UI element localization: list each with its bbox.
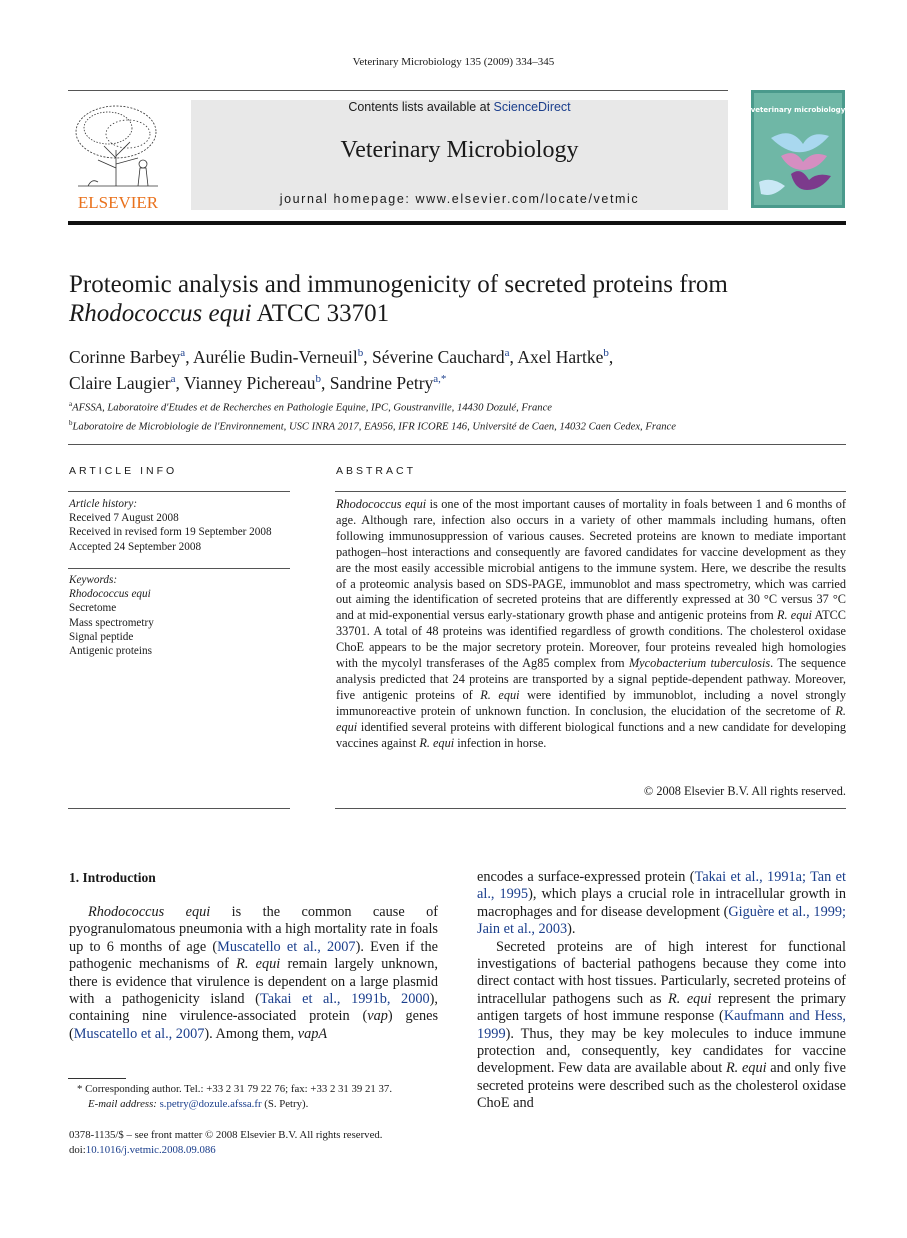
section-rule — [68, 444, 846, 445]
text-segment: ), which plays a crucial role in intracellular growth in macrophages and for disease development ( — [477, 886, 846, 920]
author-name[interactable]: Claire Laugier — [69, 372, 171, 393]
author-name[interactable]: Axel Hartke — [517, 346, 604, 367]
author-separator: , — [175, 372, 184, 393]
email-label: E-mail address: — [88, 1098, 157, 1110]
text-segment: ). Among them, — [204, 1025, 298, 1042]
body-column-right — [477, 869, 846, 1113]
species-name: R. equi — [668, 990, 712, 1007]
article-history — [69, 497, 291, 554]
elsevier-wordmark: ELSEVIER — [77, 193, 159, 210]
author-separator: , — [185, 346, 193, 367]
author-affil-mark[interactable]: b — [603, 347, 609, 359]
text-segment: and only five secreted proteins were described such as the cholesterol oxidase ChoE and — [477, 1060, 847, 1112]
abstract-segment: ATCC 33701. A total of 48 proteins was identified regardless of growth conditions. The cholesterol oxidase ChoE appears to be the major secretory protein. Moreover, four proteins revealed high homologies with the mycolyl transferases of the Ag85 complex from — [336, 608, 846, 671]
article-title — [69, 270, 859, 328]
info-rule — [68, 568, 290, 569]
text-segment: ). Even if the pathogenic mechanisms of — [69, 938, 438, 973]
text-segment: ), containing nine virulence-associated protein ( — [69, 991, 438, 1025]
history-revised: Received in revised form 19 September 2008 — [69, 526, 272, 539]
abstract-rule — [335, 491, 846, 492]
species-name: R. equi — [725, 1060, 767, 1077]
affiliation-b — [69, 416, 849, 435]
citation-link[interactable]: Muscatello et al., 2007 — [217, 938, 356, 955]
author-name[interactable]: Séverine Cauchard — [371, 346, 505, 367]
elsevier-logo — [68, 98, 168, 210]
text-segment: Secreted proteins are of high interest for functional investigations of bacterial pathogens because they come into direct contact with host tissues. Particularly, secreted proteins of intracellular pathogens such as — [477, 938, 846, 1007]
author-affil-mark[interactable]: a — [180, 347, 186, 359]
affiliations — [69, 397, 849, 434]
sciencedirect-link[interactable]: ScienceDirect — [493, 100, 571, 114]
corresponding-footnote — [69, 1082, 449, 1112]
abstract-copyright: © 2008 Elsevier B.V. All rights reserved. — [643, 784, 846, 798]
gene-name: vap — [367, 1008, 388, 1025]
corresponding-author — [69, 1082, 449, 1097]
abstract-text — [336, 497, 846, 752]
abstract-segment: identified several proteins with different biological functions and a new candidate for developing vaccines against — [336, 719, 846, 750]
body-column-left — [69, 904, 438, 1043]
author-affil-mark[interactable]: b — [357, 347, 364, 359]
header-rule — [68, 90, 728, 91]
text-segment: remain largely unknown, there is evidence that virulence is dependent on a large plasmid with a pathogenicity island ( — [69, 956, 438, 1008]
email-line — [69, 1097, 449, 1112]
author-name[interactable]: Aurélie Budin-Verneuil — [192, 346, 358, 367]
body-paragraph — [69, 904, 438, 1043]
species-name: R. equi — [236, 956, 281, 973]
abstract-segment: infection in horse. — [454, 735, 547, 750]
keyword-item: Mass spectrometry — [69, 616, 154, 629]
abstract-species: R. equi — [776, 608, 812, 623]
footnote-mark: * — [77, 1083, 83, 1095]
author-separator: , — [608, 346, 614, 367]
info-rule — [68, 808, 290, 809]
header-thick-rule — [68, 221, 846, 225]
abstract-species: Mycobacterium tuberculosis — [628, 656, 771, 671]
text-segment: ). Thus, they may be key molecules to induce immune protection and, consequently, key candidates for vaccine development. Few data are available about — [477, 1025, 846, 1077]
article-info-heading: ARTICLE INFO — [69, 465, 178, 477]
info-rule — [68, 491, 290, 492]
affiliation-text: AFSSA, Laboratoire d'Etudes et de Recherches en Pathologie Equine, IPC, Goustranville, 14430 Dozulé, France — [72, 402, 552, 414]
affiliation-mark: a — [69, 400, 73, 408]
affiliation-a — [69, 397, 849, 416]
issn-line: 0378-1135/$ – see front matter © 2008 Elsevier B.V. All rights reserved. — [69, 1129, 383, 1141]
doi-link[interactable]: 10.1016/j.vetmic.2008.09.086 — [85, 1144, 216, 1156]
journal-cover — [751, 90, 845, 208]
title-strain: ATCC 33701 — [251, 300, 390, 327]
history-accepted: Accepted 24 September 2008 — [69, 540, 202, 553]
keyword-item: Secretome — [69, 602, 117, 615]
footnote-rule — [68, 1078, 126, 1079]
history-label: Article history: — [69, 498, 138, 510]
history-received: Received 7 August 2008 — [69, 512, 179, 525]
text-segment: represent the primary antigen targets of host immune response ( — [477, 990, 846, 1025]
citation-link[interactable]: Giguère et al., 1999; Jain et al., 2003 — [477, 903, 846, 938]
citation-link[interactable]: Muscatello et al., 2007 — [73, 1025, 205, 1042]
email-tail: (S. Petry). — [261, 1098, 309, 1110]
citation-link[interactable]: Kaufmann and Hess, 1999 — [477, 1008, 846, 1042]
author-affil-mark[interactable]: b — [315, 372, 321, 385]
text-segment: encodes a surface-expressed protein ( — [477, 869, 695, 885]
contents-line — [191, 100, 728, 114]
text-segment: is the common cause of pyogranulomatous pneumonia with a high mortality rate in foals up to 6 months of age ( — [69, 904, 438, 955]
keywords — [69, 573, 291, 658]
abstract-species: R. equi — [480, 687, 520, 702]
abstract-rule — [335, 808, 846, 809]
abstract-segment: were identified by immunoblot, including a novel strongly immunoreactive protein of unknown function. In conclusion, the elucidation of the secretome of — [336, 687, 846, 718]
author-separator: , — [363, 346, 372, 367]
doi-line — [69, 1143, 469, 1158]
keywords-label: Keywords: — [69, 574, 118, 586]
elsevier-tree-icon — [68, 98, 168, 210]
journal-name: Veterinary Microbiology — [340, 137, 579, 163]
abstract-heading: ABSTRACT — [336, 465, 417, 477]
author-name[interactable]: Vianney Pichereau — [183, 372, 316, 393]
species-name: Rhodococcus equi — [88, 904, 211, 920]
text-segment: ). — [567, 921, 576, 938]
doi-label: doi: — [69, 1144, 86, 1156]
affiliation-text: Laboratoire de Microbiologie de l'Environnement, USC INRA 2017, EA956, IFR ICORE 146, Université de Caen, 14032 Caen Cedex, France — [72, 421, 676, 433]
abstract-segment: is one of the most important causes of mortality in foals between 1 and 6 months of age. Although rare, infection also occurs in a variety of other mammals including humans, often following immunosuppression of various causes. Secreted proteins are known to mediate important pathogen–host interactions and consequently are favored candidates for vaccine development as they are the most easily accessible microbial antigens to the immune system. Here, we describe the results of a proteomic analysis based on SDS-PAGE, immunoblot and mass spectrometry, which was carried out aiming the identification of secreted proteins that are differently expressed at 30 °C versus 37 °C and at mid-exponential versus early-stationary growth phase and antigenic proteins from — [336, 497, 847, 623]
affiliation-mark: b — [69, 418, 73, 427]
body-paragraph — [477, 869, 846, 939]
title-species: Rhodococcus equi — [69, 300, 252, 327]
body-paragraph — [477, 939, 846, 1113]
text-segment: ) genes ( — [69, 1008, 439, 1042]
issn-block — [69, 1128, 469, 1158]
abstract-species: R. equi — [419, 735, 455, 750]
author-affil-mark[interactable]: a — [504, 347, 510, 359]
journal-cover-icon — [751, 90, 845, 208]
introduction-heading: 1. Introduction — [69, 870, 156, 885]
email-link[interactable]: s.petry@dozule.afssa.fr — [159, 1098, 262, 1110]
author-name[interactable]: Sandrine Petry — [329, 372, 434, 393]
author-name[interactable]: Corinne Barbey — [69, 346, 181, 367]
author-separator: , — [321, 372, 330, 393]
keyword-item: Antigenic proteins — [69, 645, 152, 658]
keyword-item: Signal peptide — [69, 630, 134, 643]
citation-link[interactable]: Takai et al., 1991a; Tan et al., 1995 — [477, 869, 846, 903]
author-separator: , — [509, 346, 518, 367]
journal-homepage[interactable]: journal homepage: www.elsevier.com/locate/vetmic — [279, 192, 640, 206]
title-line1: Proteomic analysis and immunogenicity of secreted proteins from — [69, 271, 728, 298]
citation-link[interactable]: Takai et al., 1991b, 2000 — [259, 991, 430, 1008]
author-list — [69, 342, 849, 394]
contents-prefix: Contents lists available at — [348, 100, 494, 114]
abstract-species: R. equi — [336, 703, 846, 734]
abstract-segment: . The sequence analysis predicted that 24 proteins are transported by a signal peptide-dependent pathway. Moreover, five antigenic proteins of — [336, 656, 846, 702]
journal-reference: Veterinary Microbiology 135 (2009) 334–345 — [352, 56, 555, 68]
cover-title: veterinary microbiology — [751, 106, 845, 114]
author-affil-mark[interactable]: a — [170, 372, 176, 385]
abstract-species: Rhodococcus equi — [336, 497, 427, 511]
corresponding-details: Corresponding author. Tel.: +33 2 31 79 22 76; fax: +33 2 31 39 21 37. — [82, 1083, 393, 1095]
author-affil-mark[interactable]: a,* — [433, 372, 447, 385]
keyword-item: Rhodococcus equi — [69, 588, 151, 601]
gene-name: vapA — [297, 1025, 328, 1042]
